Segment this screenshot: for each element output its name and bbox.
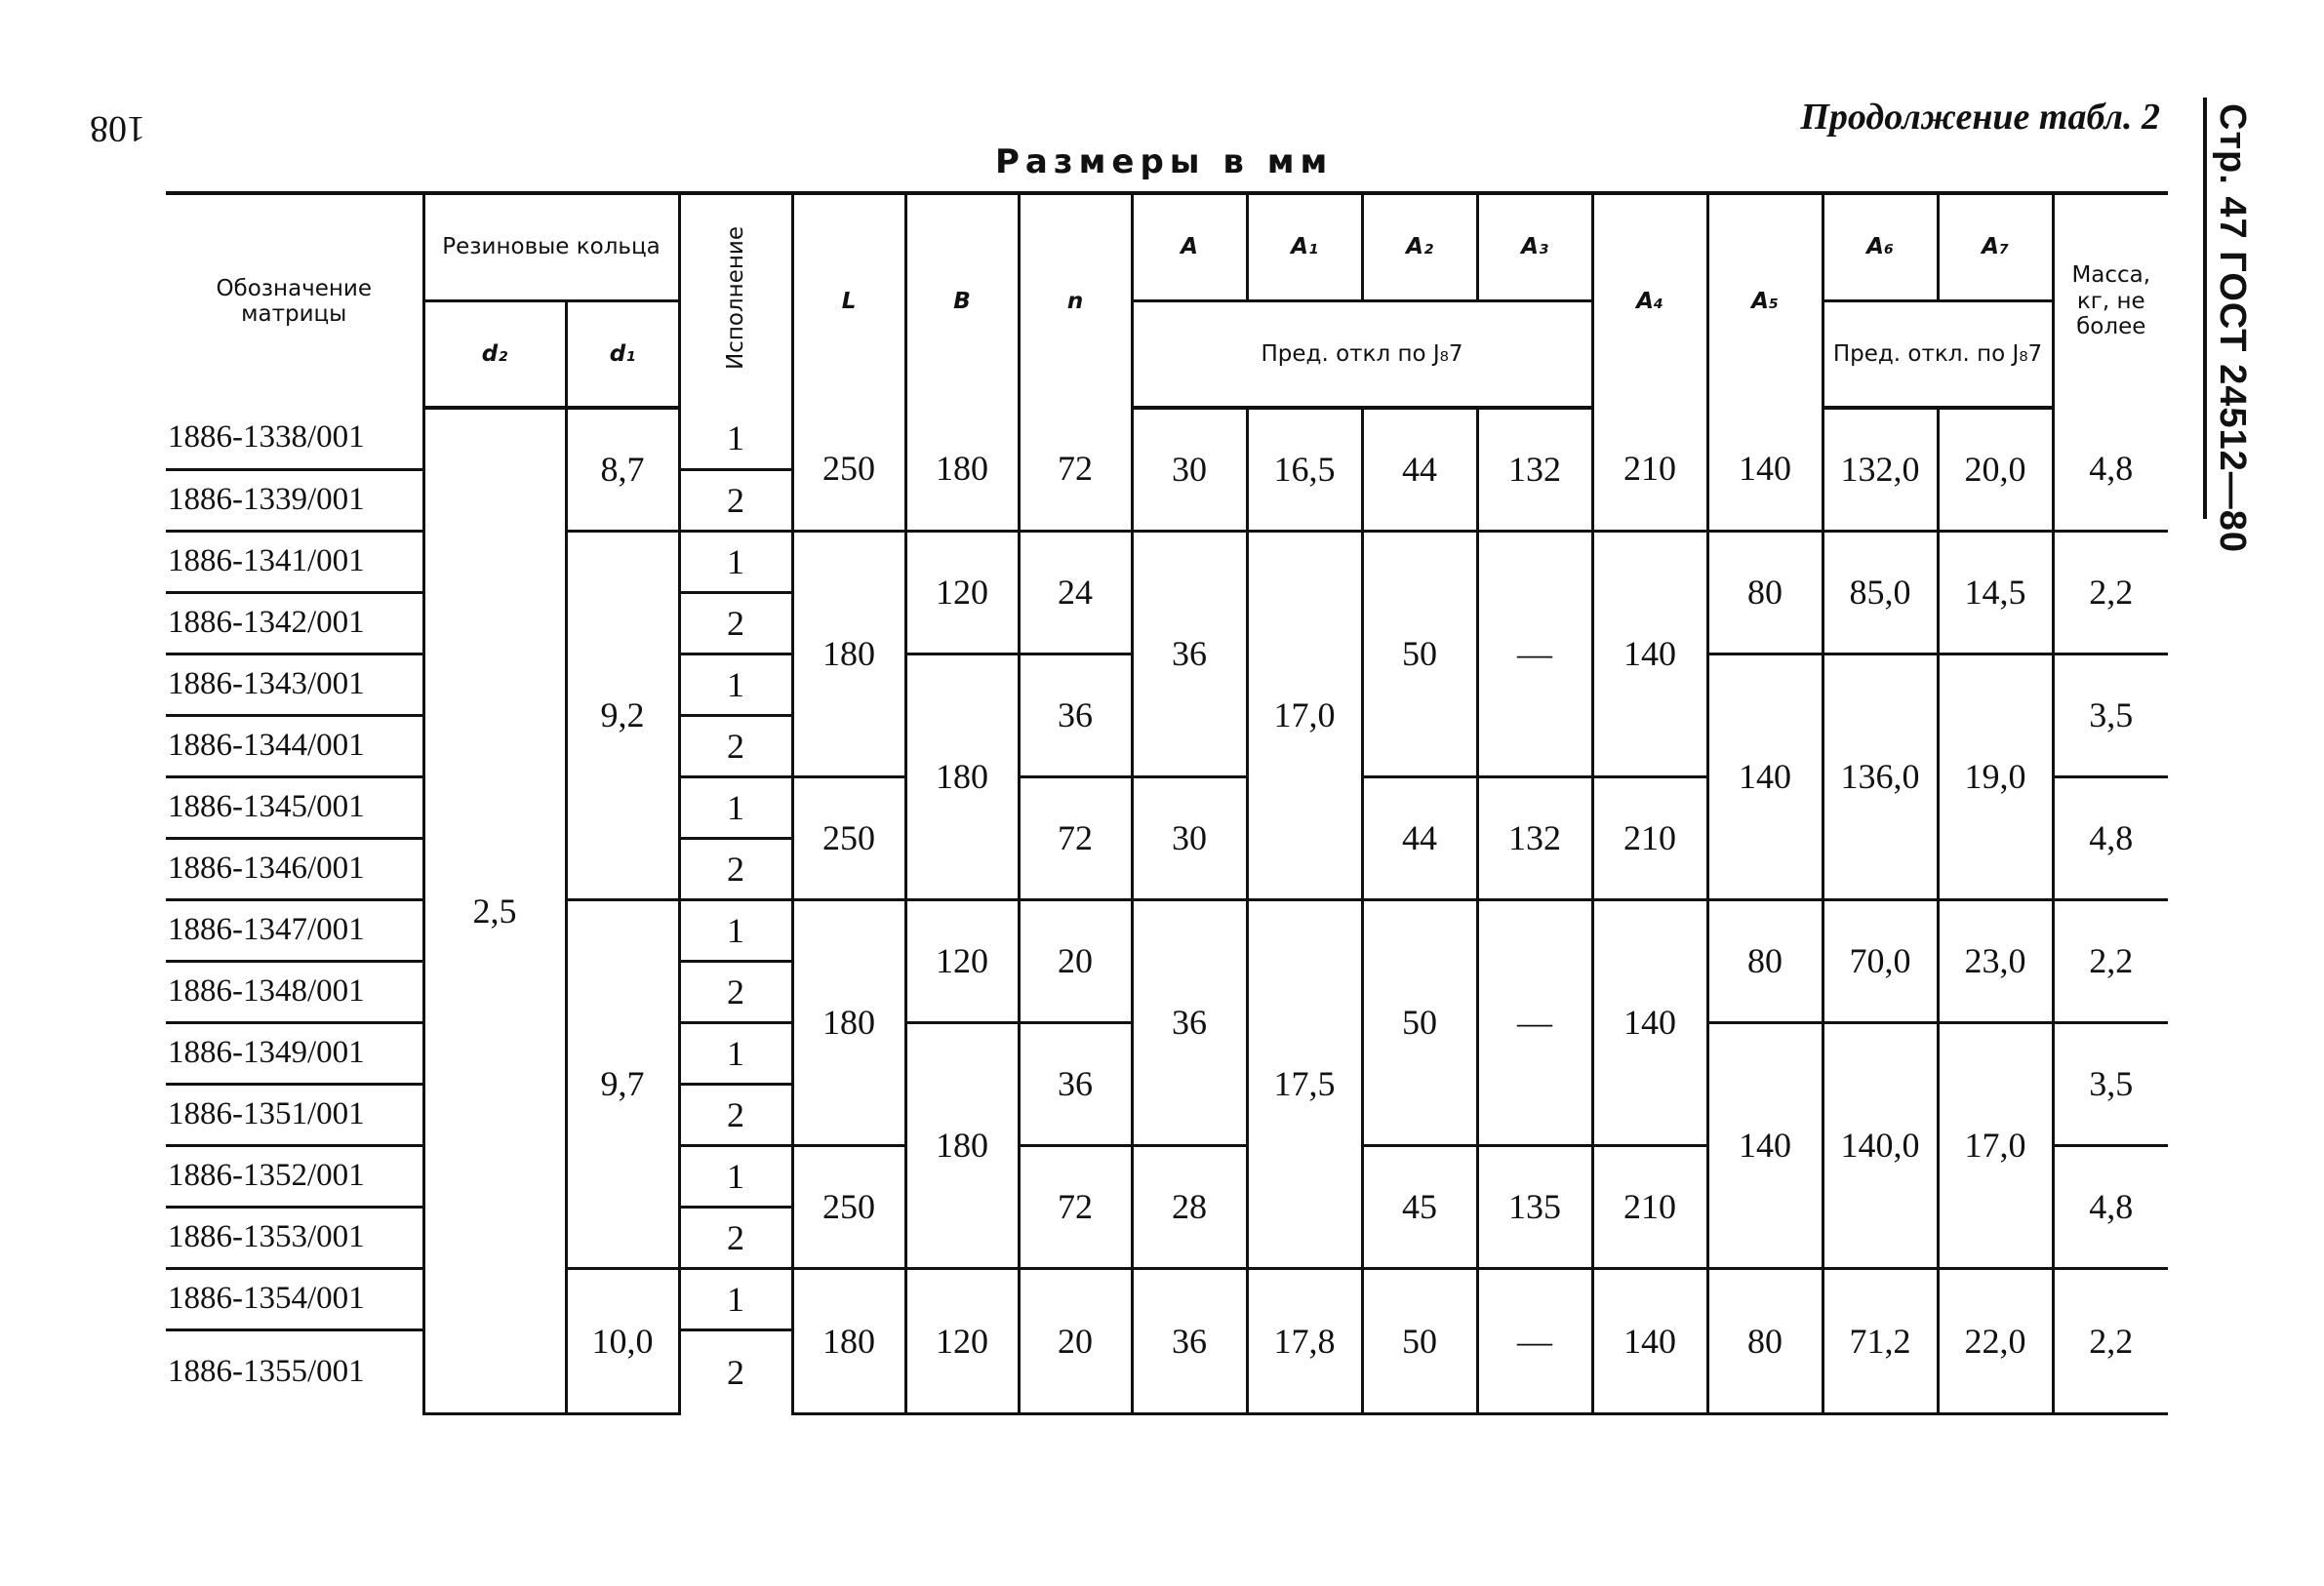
cell-n: 72 <box>1019 776 1132 899</box>
cell-A6: 132,0 <box>1823 408 1938 531</box>
cell-d1: 9,2 <box>566 531 679 899</box>
side-header-rule <box>2203 98 2207 519</box>
cell-d1: 9,7 <box>566 899 679 1268</box>
cell-L: 250 <box>792 776 905 899</box>
header-version: Исполнение <box>679 193 792 408</box>
cell-n: 36 <box>1019 1022 1132 1145</box>
header-A6: A₆ <box>1823 193 1938 300</box>
cell-A3: — <box>1477 1268 1592 1413</box>
cell-L: 180 <box>792 531 905 776</box>
cell-n: 24 <box>1019 531 1132 654</box>
cell-version: 2 <box>679 1329 792 1413</box>
cell-A: 30 <box>1132 408 1247 531</box>
cell-version: 2 <box>679 1084 792 1145</box>
table-row-designation: 1886-1344/001 <box>166 715 423 776</box>
header-B: B <box>905 193 1019 408</box>
cell-mass: 4,8 <box>2053 776 2168 899</box>
cell-d2: 2,5 <box>423 408 566 1413</box>
cell-A3: 132 <box>1477 408 1592 531</box>
cell-A2: 50 <box>1362 899 1477 1145</box>
cell-mass: 3,5 <box>2053 654 2168 776</box>
header-tolerance-b: Пред. откл. по J₈7 <box>1823 300 2053 408</box>
header-rubber-rings: Резиновые кольца <box>423 193 679 300</box>
header-mass: Масса, кг, не более <box>2053 193 2168 408</box>
table-row-designation: 1886-1348/001 <box>166 961 423 1022</box>
table-row-designation: 1886-1352/001 <box>166 1145 423 1207</box>
header-d1: d₁ <box>566 300 679 408</box>
cell-B: 120 <box>905 899 1019 1022</box>
table-row-designation: 1886-1349/001 <box>166 1022 423 1084</box>
cell-version: 1 <box>679 531 792 592</box>
cell-version: 1 <box>679 1145 792 1207</box>
cell-B: 180 <box>905 1022 1019 1268</box>
header-A3: A₃ <box>1477 193 1592 300</box>
cell-version: 1 <box>679 899 792 961</box>
cell-L: 250 <box>792 408 905 531</box>
cell-version: 2 <box>679 961 792 1022</box>
header-designation: Обозначение матрицы <box>166 193 423 408</box>
cell-A7: 22,0 <box>1938 1268 2053 1413</box>
cell-mass: 2,2 <box>2053 1268 2168 1413</box>
page-number: 108 <box>90 108 145 149</box>
header-A1: A₁ <box>1247 193 1362 300</box>
cell-n: 20 <box>1019 1268 1132 1413</box>
cell-A1: 17,5 <box>1247 899 1362 1268</box>
cell-A7: 20,0 <box>1938 408 2053 531</box>
cell-A1: 17,8 <box>1247 1268 1362 1413</box>
cell-A1: 17,0 <box>1247 531 1362 899</box>
cell-A: 30 <box>1132 776 1247 899</box>
cell-A5: 140 <box>1707 1022 1823 1268</box>
units-caption: Размеры в мм <box>995 142 1334 181</box>
table-row-designation: 1886-1354/001 <box>166 1268 423 1329</box>
cell-B: 120 <box>905 1268 1019 1413</box>
cell-A2: 50 <box>1362 1268 1477 1413</box>
cell-version: 2 <box>679 838 792 899</box>
table-row-designation: 1886-1351/001 <box>166 1084 423 1145</box>
cell-A5: 140 <box>1707 408 1823 531</box>
cell-A2: 44 <box>1362 776 1477 899</box>
header-A7: A₇ <box>1938 193 2053 300</box>
table-row-designation: 1886-1341/001 <box>166 531 423 592</box>
cell-version: 2 <box>679 469 792 531</box>
table-row-designation: 1886-1338/001 <box>166 408 423 469</box>
cell-A5: 80 <box>1707 1268 1823 1413</box>
cell-version: 1 <box>679 1022 792 1084</box>
cell-A7: 23,0 <box>1938 899 2053 1022</box>
cell-L: 180 <box>792 899 905 1145</box>
header-tolerance-a: Пред. откл по J₈7 <box>1132 300 1592 408</box>
cell-A3: — <box>1477 531 1592 776</box>
table-row-designation: 1886-1347/001 <box>166 899 423 961</box>
header-A4: A₄ <box>1592 193 1707 408</box>
cell-version: 1 <box>679 654 792 715</box>
cell-A6: 85,0 <box>1823 531 1938 654</box>
cell-A7: 17,0 <box>1938 1022 2053 1268</box>
table-row-designation: 1886-1353/001 <box>166 1207 423 1268</box>
cell-A1: 16,5 <box>1247 408 1362 531</box>
cell-A5: 80 <box>1707 531 1823 654</box>
cell-A3: 135 <box>1477 1145 1592 1268</box>
table-row-designation: 1886-1342/001 <box>166 592 423 654</box>
header-A5: A₅ <box>1707 193 1823 408</box>
cell-A4: 210 <box>1592 1145 1707 1268</box>
cell-A4: 210 <box>1592 408 1707 531</box>
cell-n: 72 <box>1019 1145 1132 1268</box>
header-n: n <box>1019 193 1132 408</box>
cell-A7: 14,5 <box>1938 531 2053 654</box>
cell-n: 72 <box>1019 408 1132 531</box>
cell-version: 2 <box>679 1207 792 1268</box>
cell-L: 250 <box>792 1145 905 1268</box>
cell-A: 28 <box>1132 1145 1247 1268</box>
table-row-designation: 1886-1339/001 <box>166 469 423 531</box>
cell-version: 1 <box>679 408 792 469</box>
cell-mass: 3,5 <box>2053 1022 2168 1145</box>
cell-A4: 140 <box>1592 531 1707 776</box>
cell-A6: 71,2 <box>1823 1268 1938 1413</box>
cell-A6: 136,0 <box>1823 654 1938 899</box>
table-row-designation: 1886-1355/001 <box>168 1354 365 1390</box>
cell-A4: 210 <box>1592 776 1707 899</box>
cell-d1: 10,0 <box>566 1268 679 1413</box>
header-A: A <box>1132 193 1247 300</box>
cell-version: 1 <box>679 776 792 838</box>
cell-A: 36 <box>1132 531 1247 776</box>
cell-A4: 140 <box>1592 1268 1707 1413</box>
cell-mass: 2,2 <box>2053 531 2168 654</box>
cell-A3: 132 <box>1477 776 1592 899</box>
table-row-designation: 1886-1346/001 <box>166 838 423 899</box>
header-A2: A₂ <box>1362 193 1477 300</box>
cell-A2: 45 <box>1362 1145 1477 1268</box>
cell-A7: 19,0 <box>1938 654 2053 899</box>
table-row-designation: 1886-1343/001 <box>166 654 423 715</box>
cell-A: 36 <box>1132 1268 1247 1413</box>
table-continuation-label: Продолжение табл. 2 <box>1800 97 2160 138</box>
cell-B: 180 <box>905 408 1019 531</box>
table-row-designation: 1886-1345/001 <box>166 776 423 838</box>
cell-A5: 80 <box>1707 899 1823 1022</box>
cell-mass: 4,8 <box>2053 1145 2168 1268</box>
cell-mass: 4,8 <box>2053 408 2168 531</box>
cell-A6: 140,0 <box>1823 1022 1938 1268</box>
cell-L: 180 <box>792 1268 905 1413</box>
cell-A6: 70,0 <box>1823 899 1938 1022</box>
header-L: L <box>792 193 905 408</box>
cell-A: 36 <box>1132 899 1247 1145</box>
cell-A5: 140 <box>1707 654 1823 899</box>
cell-A2: 50 <box>1362 531 1477 776</box>
cell-A2: 44 <box>1362 408 1477 531</box>
side-header: Стр. 47 ГОСТ 24512—80 <box>2212 103 2253 554</box>
cell-A3: — <box>1477 899 1592 1145</box>
cell-B: 120 <box>905 531 1019 654</box>
cell-d1: 8,7 <box>566 408 679 531</box>
cell-version: 2 <box>679 592 792 654</box>
cell-version: 2 <box>679 715 792 776</box>
header-d2: d₂ <box>423 300 566 408</box>
cell-n: 36 <box>1019 654 1132 776</box>
dimensions-table <box>166 191 2168 1415</box>
cell-version: 1 <box>679 1268 792 1329</box>
cell-mass: 2,2 <box>2053 899 2168 1022</box>
cell-B: 180 <box>905 654 1019 899</box>
cell-A4: 140 <box>1592 899 1707 1145</box>
cell-n: 20 <box>1019 899 1132 1022</box>
